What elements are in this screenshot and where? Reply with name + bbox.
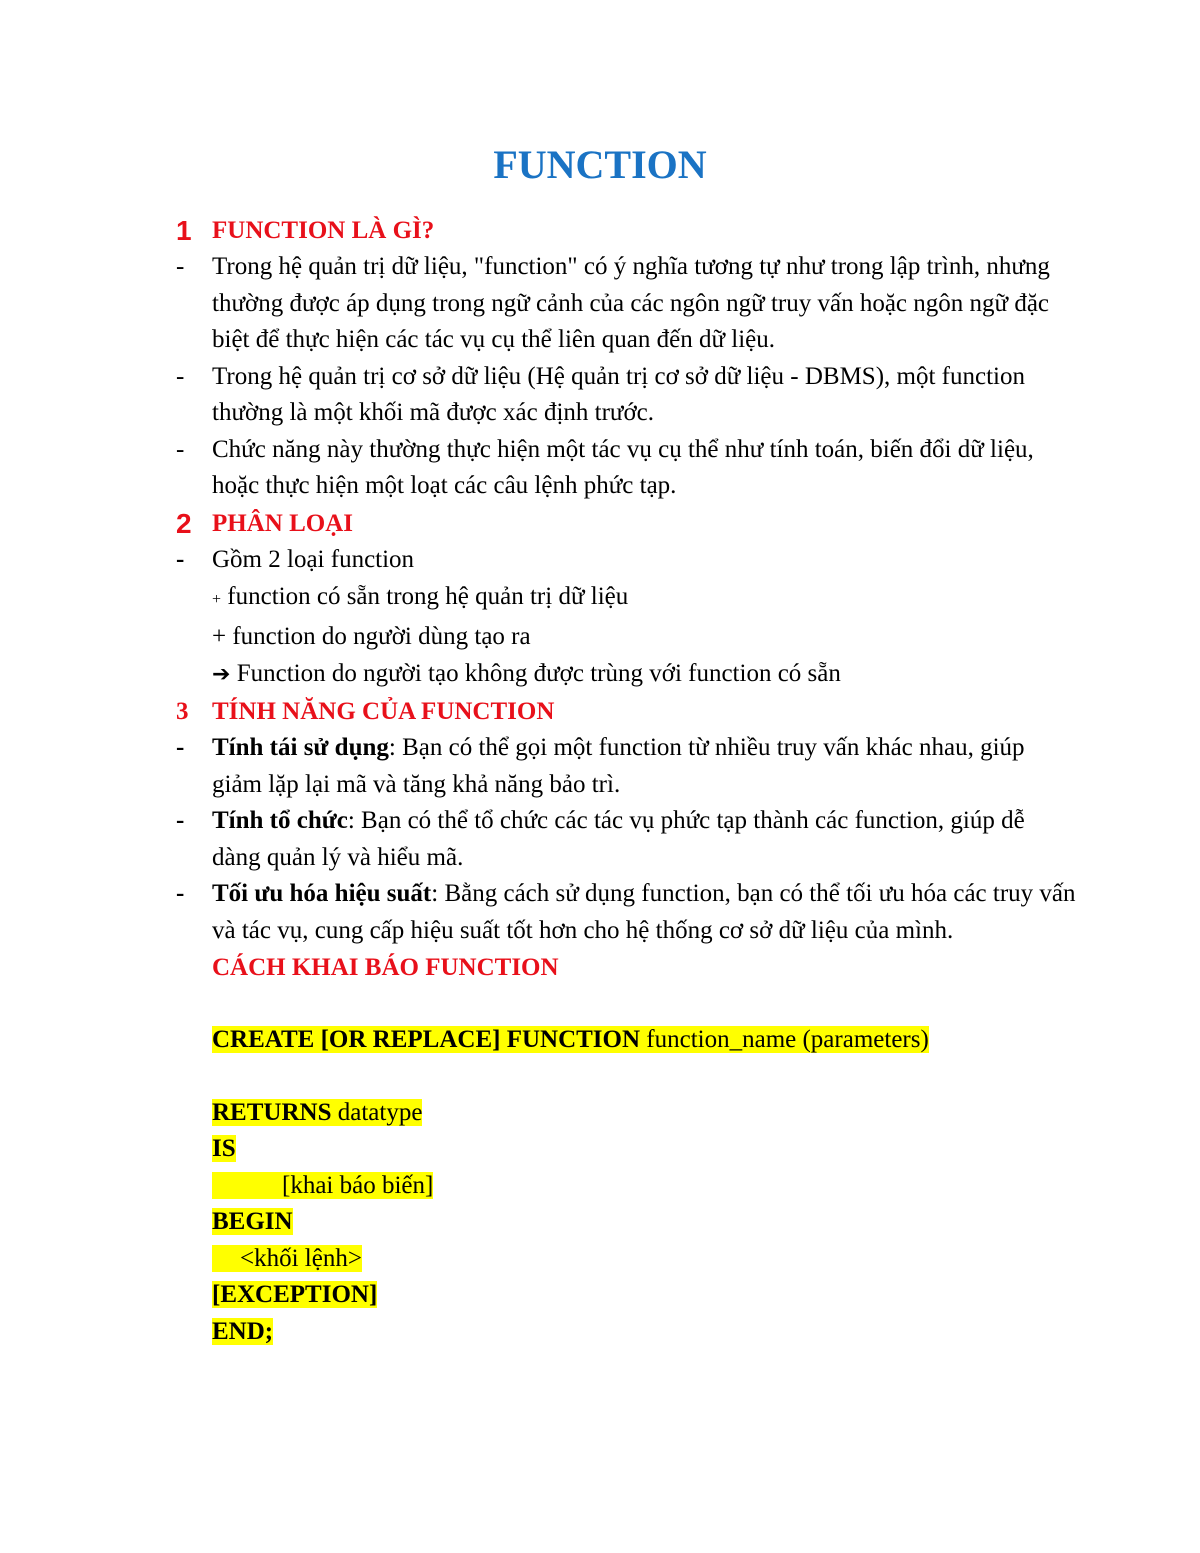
arrow-right-icon: ➔ xyxy=(212,662,231,687)
declaration-heading: CÁCH KHAI BÁO FUNCTION xyxy=(212,954,559,981)
sub-item-user-defined: + function do người dùng tạo ra xyxy=(212,623,531,650)
code-keyword: IS xyxy=(212,1135,236,1162)
code-create-line xyxy=(176,1022,1076,1059)
code-block-line xyxy=(176,1241,1076,1278)
section-3-heading xyxy=(176,693,1076,730)
sub-item-builtin xyxy=(176,578,1076,618)
bullet-dash: - xyxy=(176,734,185,761)
section-3-number: 3 xyxy=(176,698,189,725)
code-text: function_name (parameters) xyxy=(640,1026,929,1053)
plus-marker: + xyxy=(212,591,222,608)
section-2-number: 2 xyxy=(176,507,192,539)
bullet-text: Trong hệ quản trị dữ liệu, "function" có ý nghĩa tương tự như trong lập trình, nhưng thường được áp dụng trong ngữ cảnh của các ngôn ngữ truy vấn hoặc ngôn ngữ đặc biệt để thực hiện các tác vụ cụ thể liên quan đến dữ liệu. xyxy=(212,253,1050,353)
bullet-text: Chức năng này thường thực hiện một tác vụ cụ thể như tính toán, biến đổi dữ liệu, hoặc thực hiện một loạt các câu lệnh phức tạp. xyxy=(212,435,1034,499)
feature-item xyxy=(176,803,1076,876)
feature-item xyxy=(176,876,1076,949)
code-exception-line xyxy=(176,1277,1076,1314)
code-returns-line xyxy=(176,1095,1076,1132)
feature-desc: : Bạn có thể gọi một function từ nhiều truy vấn khác nhau, giúp giảm lặp lại mã và tăng khả năng bảo trì. xyxy=(212,734,1025,798)
section-3-title: TÍNH NĂNG CỦA FUNCTION xyxy=(212,698,555,725)
code-begin-line xyxy=(176,1204,1076,1241)
section-1-heading xyxy=(176,212,1076,249)
code-keyword: CREATE [OR REPLACE] FUNCTION xyxy=(212,1026,641,1053)
bullet-text: Trong hệ quản trị cơ sở dữ liệu (Hệ quản trị cơ sở dữ liệu - DBMS), một function thường là một khối mã được xác định trước. xyxy=(212,362,1025,426)
code-keyword: BEGIN xyxy=(212,1208,293,1235)
code-text: datatype xyxy=(331,1098,423,1126)
section-1-bullet-1 xyxy=(176,249,1076,359)
section-1-title: FUNCTION LÀ GÌ? xyxy=(212,217,435,244)
feature-desc: : Bạn có thể tổ chức các tác vụ phức tạp thành các function, giúp dễ dàng quản lý và hiểu mã. xyxy=(212,807,1025,871)
bullet-dash: - xyxy=(176,880,185,907)
section-1-bullet-2 xyxy=(176,359,1076,432)
code-keyword: [EXCEPTION] xyxy=(212,1281,378,1308)
conclusion-line xyxy=(176,655,1076,693)
section-2-bullet xyxy=(176,542,1076,579)
feature-desc: : Bằng cách sử dụng function, bạn có thể tối ưu hóa các truy vấn và tác vụ, cung cấp hiệu suất tốt hơn cho hệ thống cơ sở dữ liệu của mình. xyxy=(212,880,1076,944)
bullet-dash: - xyxy=(176,362,185,390)
feature-item xyxy=(176,730,1076,803)
bullet-dash: - xyxy=(176,435,185,463)
feature-term: Tính tái sử dụng xyxy=(212,734,389,761)
code-var-line xyxy=(176,1168,1076,1205)
section-1-bullet-3 xyxy=(176,432,1076,505)
code-is-line xyxy=(176,1131,1076,1168)
conclusion-text: Function do người tạo không được trùng với function có sẵn xyxy=(230,660,841,687)
bullet-dash: - xyxy=(176,545,185,573)
bullet-text: Gồm 2 loại function xyxy=(212,545,415,573)
sub-item-text: function có sẵn trong hệ quản trị dữ liệu xyxy=(221,583,629,610)
page-title: FUNCTION xyxy=(493,142,707,187)
bullet-dash: - xyxy=(176,807,185,834)
section-1-number: 1 xyxy=(176,215,192,246)
code-text: <khối lệnh> xyxy=(240,1244,362,1272)
code-end-line xyxy=(176,1314,1076,1351)
code-keyword: RETURNS xyxy=(212,1098,332,1126)
feature-term: Tính tổ chức xyxy=(212,807,348,834)
section-2-title: PHÂN LOẠI xyxy=(212,509,353,537)
code-text: [khai báo biến] xyxy=(282,1171,434,1199)
feature-term: Tối ưu hóa hiệu suất xyxy=(212,880,432,907)
section-2-heading xyxy=(176,505,1076,542)
document-body xyxy=(176,212,1076,1350)
bullet-dash: - xyxy=(176,253,185,280)
code-keyword: END; xyxy=(212,1317,274,1345)
